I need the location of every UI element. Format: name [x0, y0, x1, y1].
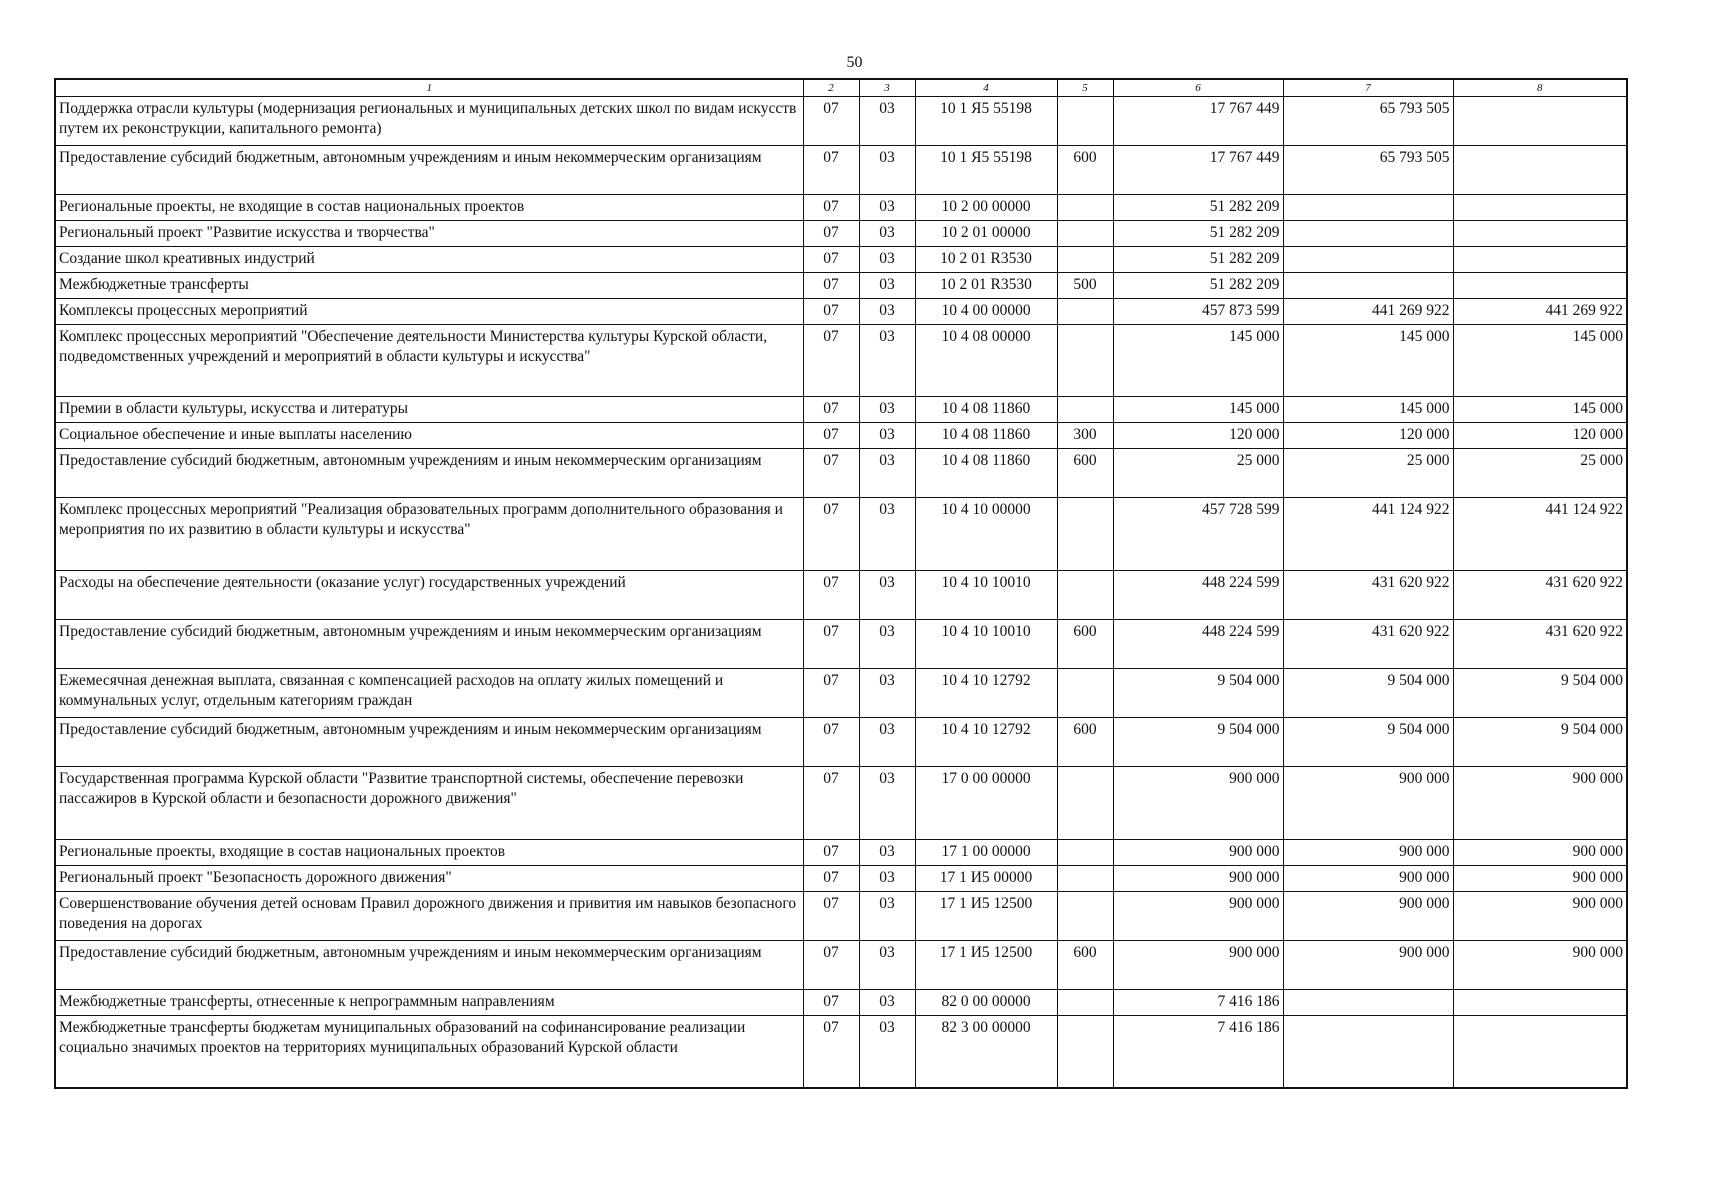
target-article-code: 82 0 00 00000 — [915, 990, 1057, 1016]
table-row — [55, 325, 1627, 397]
amount-col-8 — [1453, 990, 1627, 1016]
section-code: 07 — [803, 767, 859, 840]
section-code: 07 — [803, 498, 859, 571]
header-col-6: 6 — [1113, 79, 1283, 97]
item-name: Региональные проекты, входящие в состав национальных проектов — [55, 840, 803, 866]
target-article-code: 10 2 00 00000 — [915, 195, 1057, 221]
amount-col-7: 900 000 — [1283, 767, 1453, 840]
subsection-code: 03 — [859, 669, 915, 718]
table-row — [55, 221, 1627, 247]
section-code: 07 — [803, 273, 859, 299]
section-code: 07 — [803, 571, 859, 620]
item-name: Государственная программа Курской области "Развитие транспортной системы, обеспечение перевозки пассажиров в Курской области и безопасности дорожного движения" — [55, 767, 803, 840]
amount-col-7: 25 000 — [1283, 449, 1453, 498]
amount-col-8 — [1453, 146, 1627, 195]
amount-col-6: 7 416 186 — [1113, 1016, 1283, 1088]
amount-col-8: 431 620 922 — [1453, 620, 1627, 669]
amount-col-7 — [1283, 195, 1453, 221]
amount-col-7: 441 124 922 — [1283, 498, 1453, 571]
section-code: 07 — [803, 1016, 859, 1088]
amount-col-7 — [1283, 990, 1453, 1016]
amount-col-8: 441 124 922 — [1453, 498, 1627, 571]
amount-col-7: 9 504 000 — [1283, 669, 1453, 718]
section-code: 07 — [803, 990, 859, 1016]
amount-col-8 — [1453, 221, 1627, 247]
table-row — [55, 718, 1627, 767]
subsection-code: 03 — [859, 571, 915, 620]
amount-col-7: 145 000 — [1283, 397, 1453, 423]
amount-col-6: 9 504 000 — [1113, 718, 1283, 767]
expense-type-code — [1057, 221, 1113, 247]
expense-type-code — [1057, 990, 1113, 1016]
target-article-code: 10 4 10 12792 — [915, 669, 1057, 718]
amount-col-6: 448 224 599 — [1113, 571, 1283, 620]
expense-type-code — [1057, 767, 1113, 840]
amount-col-8: 900 000 — [1453, 941, 1627, 990]
section-code: 07 — [803, 397, 859, 423]
table-row — [55, 273, 1627, 299]
item-name: Комплекс процессных мероприятий "Реализация образовательных программ дополнительного образования и мероприятия по их развитию в области культуры и искусства" — [55, 498, 803, 571]
subsection-code: 03 — [859, 247, 915, 273]
target-article-code: 17 1 И5 00000 — [915, 866, 1057, 892]
amount-col-6: 900 000 — [1113, 892, 1283, 941]
item-name: Межбюджетные трансферты — [55, 273, 803, 299]
expense-type-code: 600 — [1057, 941, 1113, 990]
target-article-code: 10 4 10 10010 — [915, 620, 1057, 669]
subsection-code: 03 — [859, 97, 915, 146]
amount-col-7 — [1283, 1016, 1453, 1088]
header-col-5: 5 — [1057, 79, 1113, 97]
amount-col-7: 900 000 — [1283, 941, 1453, 990]
amount-col-7: 145 000 — [1283, 325, 1453, 397]
subsection-code: 03 — [859, 840, 915, 866]
expense-type-code — [1057, 397, 1113, 423]
section-code: 07 — [803, 620, 859, 669]
amount-col-6: 51 282 209 — [1113, 195, 1283, 221]
amount-col-6: 457 728 599 — [1113, 498, 1283, 571]
table-row — [55, 767, 1627, 840]
amount-col-6: 900 000 — [1113, 941, 1283, 990]
expense-type-code — [1057, 571, 1113, 620]
expense-type-code: 600 — [1057, 449, 1113, 498]
subsection-code: 03 — [859, 195, 915, 221]
table-row — [55, 299, 1627, 325]
subsection-code: 03 — [859, 423, 915, 449]
expense-type-code — [1057, 669, 1113, 718]
amount-col-8: 25 000 — [1453, 449, 1627, 498]
target-article-code: 10 4 10 10010 — [915, 571, 1057, 620]
item-name: Региональные проекты, не входящие в состав национальных проектов — [55, 195, 803, 221]
amount-col-6: 900 000 — [1113, 866, 1283, 892]
amount-col-6: 51 282 209 — [1113, 273, 1283, 299]
section-code: 07 — [803, 97, 859, 146]
item-name: Социальное обеспечение и иные выплаты населению — [55, 423, 803, 449]
target-article-code: 10 4 00 00000 — [915, 299, 1057, 325]
item-name: Предоставление субсидий бюджетным, автономным учреждениям и иным некоммерческим организациям — [55, 146, 803, 195]
target-article-code: 17 1 00 00000 — [915, 840, 1057, 866]
table-row — [55, 247, 1627, 273]
amount-col-8: 900 000 — [1453, 892, 1627, 941]
table-row — [55, 571, 1627, 620]
table-row — [55, 669, 1627, 718]
item-name: Предоставление субсидий бюджетным, автономным учреждениям и иным некоммерческим организациям — [55, 449, 803, 498]
amount-col-7 — [1283, 273, 1453, 299]
amount-col-6: 900 000 — [1113, 840, 1283, 866]
subsection-code: 03 — [859, 498, 915, 571]
section-code: 07 — [803, 866, 859, 892]
section-code: 07 — [803, 423, 859, 449]
amount-col-6: 51 282 209 — [1113, 221, 1283, 247]
amount-col-6: 7 416 186 — [1113, 990, 1283, 1016]
table-row — [55, 146, 1627, 195]
expense-type-code — [1057, 299, 1113, 325]
table-header-row — [55, 79, 1627, 97]
item-name: Ежемесячная денежная выплата, связанная с компенсацией расходов на оплату жилых помещений и коммунальных услуг, отдельным категориям граждан — [55, 669, 803, 718]
amount-col-6: 9 504 000 — [1113, 669, 1283, 718]
expense-type-code — [1057, 97, 1113, 146]
section-code: 07 — [803, 221, 859, 247]
target-article-code: 10 4 08 11860 — [915, 397, 1057, 423]
item-name: Региональный проект "Безопасность дорожного движения" — [55, 866, 803, 892]
item-name: Предоставление субсидий бюджетным, автономным учреждениям и иным некоммерческим организациям — [55, 620, 803, 669]
expense-type-code — [1057, 1016, 1113, 1088]
target-article-code: 17 0 00 00000 — [915, 767, 1057, 840]
table-row — [55, 397, 1627, 423]
item-name: Комплексы процессных мероприятий — [55, 299, 803, 325]
section-code: 07 — [803, 195, 859, 221]
amount-col-6: 17 767 449 — [1113, 146, 1283, 195]
subsection-code: 03 — [859, 449, 915, 498]
amount-col-7: 120 000 — [1283, 423, 1453, 449]
target-article-code: 82 3 00 00000 — [915, 1016, 1057, 1088]
header-col-2: 2 — [803, 79, 859, 97]
subsection-code: 03 — [859, 273, 915, 299]
table-row — [55, 620, 1627, 669]
subsection-code: 03 — [859, 767, 915, 840]
section-code: 07 — [803, 449, 859, 498]
table-row — [55, 892, 1627, 941]
target-article-code: 10 4 08 11860 — [915, 423, 1057, 449]
table-row — [55, 97, 1627, 146]
amount-col-8: 145 000 — [1453, 397, 1627, 423]
amount-col-6: 17 767 449 — [1113, 97, 1283, 146]
table-row — [55, 866, 1627, 892]
section-code: 07 — [803, 146, 859, 195]
item-name: Комплекс процессных мероприятий "Обеспечение деятельности Министерства культуры Курской области, подведомственных учреждений и мероприятий в области культуры и искусства" — [55, 325, 803, 397]
target-article-code: 17 1 И5 12500 — [915, 892, 1057, 941]
amount-col-7: 900 000 — [1283, 866, 1453, 892]
subsection-code: 03 — [859, 620, 915, 669]
expense-type-code — [1057, 866, 1113, 892]
expense-type-code — [1057, 892, 1113, 941]
target-article-code: 17 1 И5 12500 — [915, 941, 1057, 990]
expense-type-code — [1057, 195, 1113, 221]
expense-type-code — [1057, 325, 1113, 397]
amount-col-8 — [1453, 195, 1627, 221]
expense-type-code: 600 — [1057, 146, 1113, 195]
amount-col-8: 900 000 — [1453, 767, 1627, 840]
subsection-code: 03 — [859, 941, 915, 990]
amount-col-8 — [1453, 97, 1627, 146]
amount-col-6: 25 000 — [1113, 449, 1283, 498]
expense-type-code — [1057, 498, 1113, 571]
section-code: 07 — [803, 669, 859, 718]
subsection-code: 03 — [859, 146, 915, 195]
target-article-code: 10 2 01 R3530 — [915, 273, 1057, 299]
amount-col-8: 120 000 — [1453, 423, 1627, 449]
item-name: Совершенствование обучения детей основам Правил дорожного движения и привития им навыков безопасного поведения на дорогах — [55, 892, 803, 941]
subsection-code: 03 — [859, 718, 915, 767]
target-article-code: 10 2 01 00000 — [915, 221, 1057, 247]
amount-col-8: 145 000 — [1453, 325, 1627, 397]
table-row — [55, 990, 1627, 1016]
table-row — [55, 498, 1627, 571]
section-code: 07 — [803, 299, 859, 325]
expense-type-code — [1057, 247, 1113, 273]
header-col-3: 3 — [859, 79, 915, 97]
amount-col-7 — [1283, 221, 1453, 247]
section-code: 07 — [803, 941, 859, 990]
item-name: Создание школ креативных индустрий — [55, 247, 803, 273]
table-row — [55, 840, 1627, 866]
header-col-1: 1 — [55, 79, 803, 97]
subsection-code: 03 — [859, 892, 915, 941]
amount-col-6: 120 000 — [1113, 423, 1283, 449]
target-article-code: 10 4 08 11860 — [915, 449, 1057, 498]
item-name: Предоставление субсидий бюджетным, автономным учреждениям и иным некоммерческим организациям — [55, 718, 803, 767]
amount-col-6: 457 873 599 — [1113, 299, 1283, 325]
expense-type-code: 500 — [1057, 273, 1113, 299]
subsection-code: 03 — [859, 990, 915, 1016]
amount-col-8: 9 504 000 — [1453, 718, 1627, 767]
section-code: 07 — [803, 892, 859, 941]
expense-type-code: 600 — [1057, 620, 1113, 669]
section-code: 07 — [803, 247, 859, 273]
amount-col-8: 441 269 922 — [1453, 299, 1627, 325]
item-name: Расходы на обеспечение деятельности (оказание услуг) государственных учреждений — [55, 571, 803, 620]
amount-col-8: 900 000 — [1453, 866, 1627, 892]
table-row — [55, 195, 1627, 221]
expense-type-code — [1057, 840, 1113, 866]
table-body — [55, 97, 1627, 1088]
amount-col-7: 9 504 000 — [1283, 718, 1453, 767]
amount-col-6: 145 000 — [1113, 325, 1283, 397]
amount-col-7: 65 793 505 — [1283, 146, 1453, 195]
item-name: Предоставление субсидий бюджетным, автономным учреждениям и иным некоммерческим организациям — [55, 941, 803, 990]
subsection-code: 03 — [859, 325, 915, 397]
amount-col-8: 9 504 000 — [1453, 669, 1627, 718]
amount-col-7: 431 620 922 — [1283, 620, 1453, 669]
section-code: 07 — [803, 325, 859, 397]
amount-col-6: 145 000 — [1113, 397, 1283, 423]
header-col-7: 7 — [1283, 79, 1453, 97]
header-col-4: 4 — [915, 79, 1057, 97]
target-article-code: 10 4 10 12792 — [915, 718, 1057, 767]
amount-col-7: 441 269 922 — [1283, 299, 1453, 325]
table-row — [55, 449, 1627, 498]
amount-col-8 — [1453, 1016, 1627, 1088]
target-article-code: 10 4 08 00000 — [915, 325, 1057, 397]
table-row — [55, 1016, 1627, 1088]
target-article-code: 10 1 Я5 55198 — [915, 97, 1057, 146]
subsection-code: 03 — [859, 1016, 915, 1088]
amount-col-8 — [1453, 247, 1627, 273]
page-number: 50 — [846, 54, 863, 71]
item-name: Региональный проект "Развитие искусства и творчества" — [55, 221, 803, 247]
subsection-code: 03 — [859, 866, 915, 892]
expense-type-code: 600 — [1057, 718, 1113, 767]
amount-col-7: 431 620 922 — [1283, 571, 1453, 620]
amount-col-7 — [1283, 247, 1453, 273]
header-col-8: 8 — [1453, 79, 1627, 97]
amount-col-7: 900 000 — [1283, 840, 1453, 866]
budget-table — [54, 78, 1628, 1089]
amount-col-7: 900 000 — [1283, 892, 1453, 941]
item-name: Поддержка отрасли культуры (модернизация региональных и муниципальных детских школ по видам искусств путем их реконструкции, капитального ремонта) — [55, 97, 803, 146]
item-name: Межбюджетные трансферты бюджетам муниципальных образований на софинансирование реализации социально значимых проектов на территориях муниципальных образований Курской области — [55, 1016, 803, 1088]
subsection-code: 03 — [859, 221, 915, 247]
section-code: 07 — [803, 718, 859, 767]
subsection-code: 03 — [859, 299, 915, 325]
amount-col-8: 431 620 922 — [1453, 571, 1627, 620]
table-row — [55, 423, 1627, 449]
amount-col-8 — [1453, 273, 1627, 299]
target-article-code: 10 2 01 R3530 — [915, 247, 1057, 273]
expense-type-code: 300 — [1057, 423, 1113, 449]
target-article-code: 10 1 Я5 55198 — [915, 146, 1057, 195]
amount-col-6: 448 224 599 — [1113, 620, 1283, 669]
amount-col-8: 900 000 — [1453, 840, 1627, 866]
section-code: 07 — [803, 840, 859, 866]
amount-col-7: 65 793 505 — [1283, 97, 1453, 146]
amount-col-6: 51 282 209 — [1113, 247, 1283, 273]
subsection-code: 03 — [859, 397, 915, 423]
item-name: Межбюджетные трансферты, отнесенные к непрограммным направлениям — [55, 990, 803, 1016]
amount-col-6: 900 000 — [1113, 767, 1283, 840]
item-name: Премии в области культуры, искусства и литературы — [55, 397, 803, 423]
table-row — [55, 941, 1627, 990]
target-article-code: 10 4 10 00000 — [915, 498, 1057, 571]
